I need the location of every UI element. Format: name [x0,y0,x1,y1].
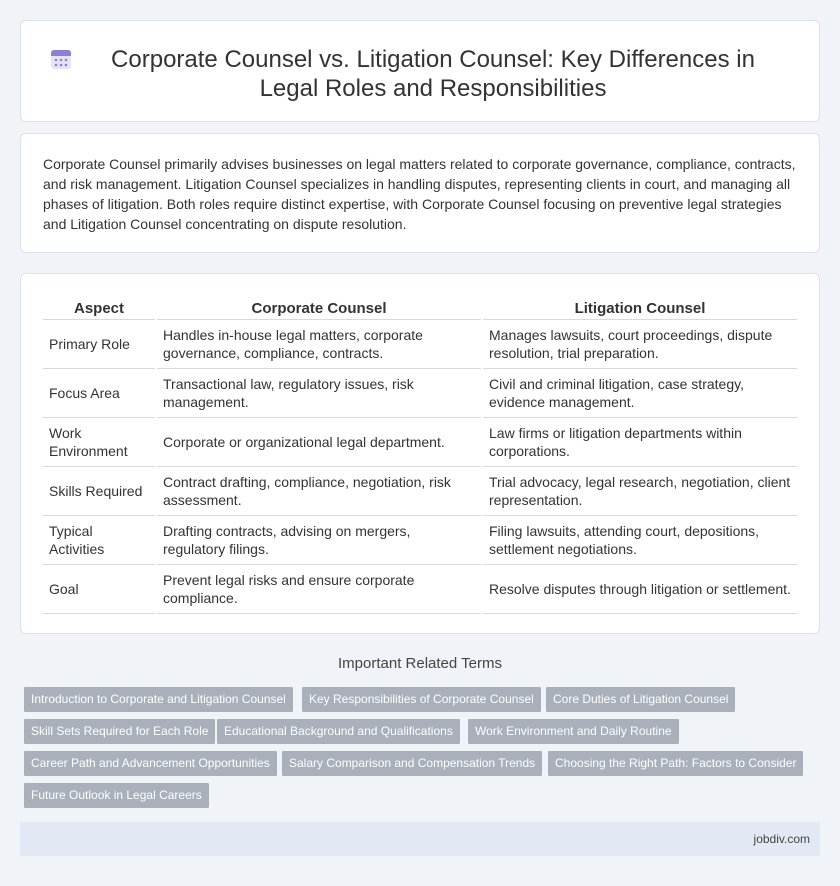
litigation-cell: Filing lawsuits, attending court, depositions, settlement negotiations. [483,516,797,565]
table-row [43,516,797,565]
related-term-tag[interactable]: Key Responsibilities of Corporate Counsel [302,687,541,712]
aspect-cell: Work Environment [43,418,155,467]
aspect-cell: Goal [43,565,155,614]
related-term-tag[interactable]: Work Environment and Daily Routine [468,719,679,744]
aspect-cell: Skills Required [43,467,155,516]
corporate-cell: Drafting contracts, advising on mergers, regulatory filings. [157,516,481,565]
table-row [43,565,797,614]
related-term-tag[interactable]: Core Duties of Litigation Counsel [546,687,735,712]
corporate-cell: Handles in-house legal matters, corporate governance, compliance, contracts. [157,320,481,369]
related-terms-title: Important Related Terms [338,655,502,672]
corporate-cell: Transactional law, regulatory issues, risk management. [157,369,481,418]
litigation-cell: Manages lawsuits, court proceedings, dispute resolution, trial preparation. [483,320,797,369]
corporate-cell: Prevent legal risks and ensure corporate compliance. [157,565,481,614]
page-title: Corporate Counsel vs. Litigation Counsel: Key Differences in Legal Roles and Responsibilities [111,46,755,102]
comparison-table-card [20,273,820,634]
column-header-aspect: Aspect [43,296,155,320]
comparison-table [41,296,799,614]
intro-paragraph: Corporate Counsel primarily advises businesses on legal matters related to corporate governance, compliance, contracts, and risk management. Litigation Counsel specializes in handling disputes, representing clients in court, and managing all phases of litigation. Both roles require distinct expertise, with Corporate Counsel focusing on preventive legal strategies and Litigation Counsel concentrating on dispute resolution. [43,156,796,232]
related-term-tag[interactable]: Future Outlook in Legal Careers [24,783,209,808]
litigation-cell: Trial advocacy, legal research, negotiation, client representation. [483,467,797,516]
table-row [43,467,797,516]
column-header-litigation: Litigation Counsel [483,296,797,320]
related-term-tag[interactable]: Choosing the Right Path: Factors to Consider [548,751,803,776]
related-term-tag[interactable]: Educational Background and Qualifications [217,719,460,744]
column-header-corporate: Corporate Counsel [157,296,481,320]
related-term-tag[interactable]: Career Path and Advancement Opportunities [24,751,277,776]
table-header-row [43,296,797,320]
aspect-cell: Primary Role [43,320,155,369]
table-row [43,369,797,418]
table-row [43,418,797,467]
related-term-tag[interactable]: Introduction to Corporate and Litigation Counsel [24,687,293,712]
corporate-cell: Corporate or organizational legal department. [157,418,481,467]
footer [20,822,820,856]
litigation-cell: Resolve disputes through litigation or settlement. [483,565,797,614]
litigation-cell: Civil and criminal litigation, case strategy, evidence management. [483,369,797,418]
footer-site-link[interactable]: jobdiv.com [753,832,810,846]
corporate-cell: Contract drafting, compliance, negotiation, risk assessment. [157,467,481,516]
aspect-cell: Focus Area [43,369,155,418]
litigation-cell: Law firms or litigation departments within corporations. [483,418,797,467]
intro-card [20,133,820,253]
related-term-tag[interactable]: Skill Sets Required for Each Role [24,719,215,744]
aspect-cell: Typical Activities [43,516,155,565]
title-card [20,20,820,122]
table-row [43,320,797,369]
related-term-tag[interactable]: Salary Comparison and Compensation Trends [282,751,542,776]
